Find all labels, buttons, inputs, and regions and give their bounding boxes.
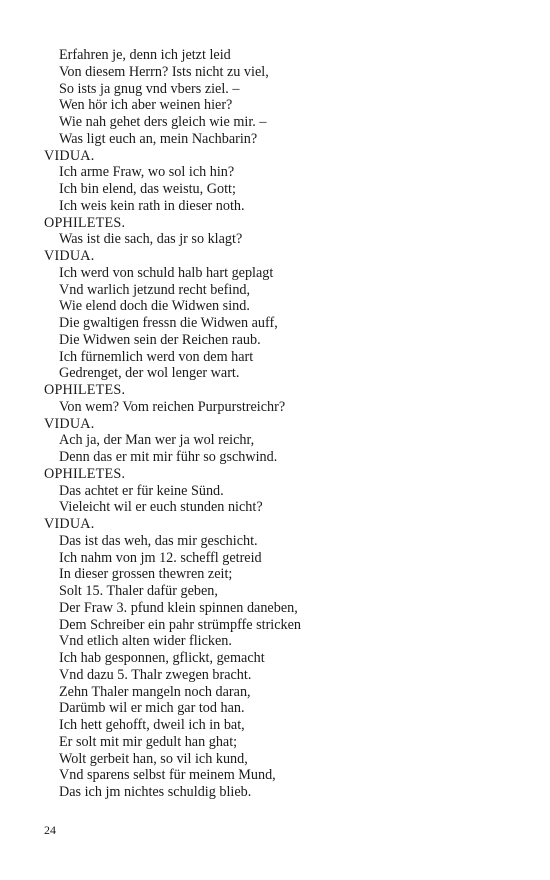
speaker-name: VIDUA. (44, 415, 95, 432)
play-text (0, 47, 550, 801)
verse-line: Das ich jm nichtes schuldig blieb. (59, 784, 252, 800)
verse-line: Er solt mit mir gedult han ghat; (59, 733, 238, 750)
verse-line: Ich hab gesponnen, gflickt, gemacht (59, 650, 265, 666)
verse-line: In dieser grossen thewren zeit; (59, 566, 233, 583)
speaker-name: VIDUA. (44, 248, 95, 264)
verse-line: Das ist das weh, das mir geschicht. (59, 532, 258, 549)
verse-line: Von wem? Vom reichen Purpurstreichr? (59, 398, 286, 415)
verse-line: Erfahren je, denn ich jetzt leid (59, 47, 231, 63)
verse-line: Solt 15. Thaler dafür geben, (59, 583, 218, 599)
verse-line: Darümb wil er mich gar tod han. (59, 700, 245, 717)
verse-line: Ich fürnemlich werd von dem hart (59, 348, 254, 365)
verse-line: Wolt gerbeit han, so vil ich kund, (59, 750, 248, 767)
verse-line: Gedrenget, der wol lenger wart. (59, 365, 240, 382)
verse-line: Was ligt euch an, mein Nachbarin? (59, 130, 258, 147)
verse-line: Ich bin elend, das weistu, Gott; (59, 181, 236, 197)
verse-line: Ich arme Fraw, wo sol ich hin? (59, 164, 235, 181)
speaker-name: VIDUA. (44, 147, 95, 164)
verse-line: Wen hör ich aber weinen hier? (59, 97, 233, 114)
verse-line: Ach ja, der Man wer ja wol reichr, (59, 432, 255, 449)
verse-line: Von diesem Herrn? Ists nicht zu viel, (59, 63, 269, 80)
verse-line: Ich nahm von jm 12. scheffl getreid (59, 549, 262, 566)
page-number: 24 (44, 823, 56, 837)
verse-line: Dem Schreiber ein pahr strümpffe stricken (59, 616, 302, 633)
verse-line: Was ist die sach, das jr so klagt? (59, 231, 243, 248)
verse-line: Zehn Thaler mangeln noch daran, (59, 683, 251, 700)
verse-line: Das achtet er für keine Sünd. (59, 482, 224, 499)
speaker-name: VIDUA. (44, 516, 95, 532)
verse-line: Die Widwen sein der Reichen raub. (59, 331, 261, 348)
verse-line: Vieleicht wil er euch stunden nicht? (59, 499, 263, 516)
verse-line: Ich hett gehofft, dweil ich in bat, (59, 717, 245, 733)
speaker-name: OPHILETES. (44, 382, 126, 398)
verse-line: Ich weis kein rath in dieser noth. (59, 197, 245, 214)
speaker-name: OPHILETES. (44, 465, 126, 482)
verse-line: Die gwaltigen fressn die Widwen auff, (59, 315, 278, 331)
verse-line: Wie nah gehet ders gleich wie mir. – (59, 114, 267, 130)
verse-line: Wie elend doch die Widwen sind. (59, 298, 250, 315)
speaker-name: OPHILETES. (44, 214, 126, 231)
verse-line: Denn das er mit mir führ so gschwind. (59, 449, 278, 465)
verse-line: Vnd dazu 5. Thalr zwegen bracht. (59, 666, 252, 683)
verse-line: Ich werd von schuld halb hart geplagt (59, 264, 274, 281)
verse-line: Vnd sparens selbst für meinem Mund, (59, 767, 276, 784)
verse-line: So ists ja gnug vnd vbers ziel. – (59, 80, 240, 97)
verse-line: Vnd etlich alten wider flicken. (59, 633, 232, 650)
verse-line: Der Fraw 3. pfund klein spinnen daneben, (59, 599, 298, 616)
verse-line: Vnd warlich jetzund recht befind, (59, 281, 251, 298)
